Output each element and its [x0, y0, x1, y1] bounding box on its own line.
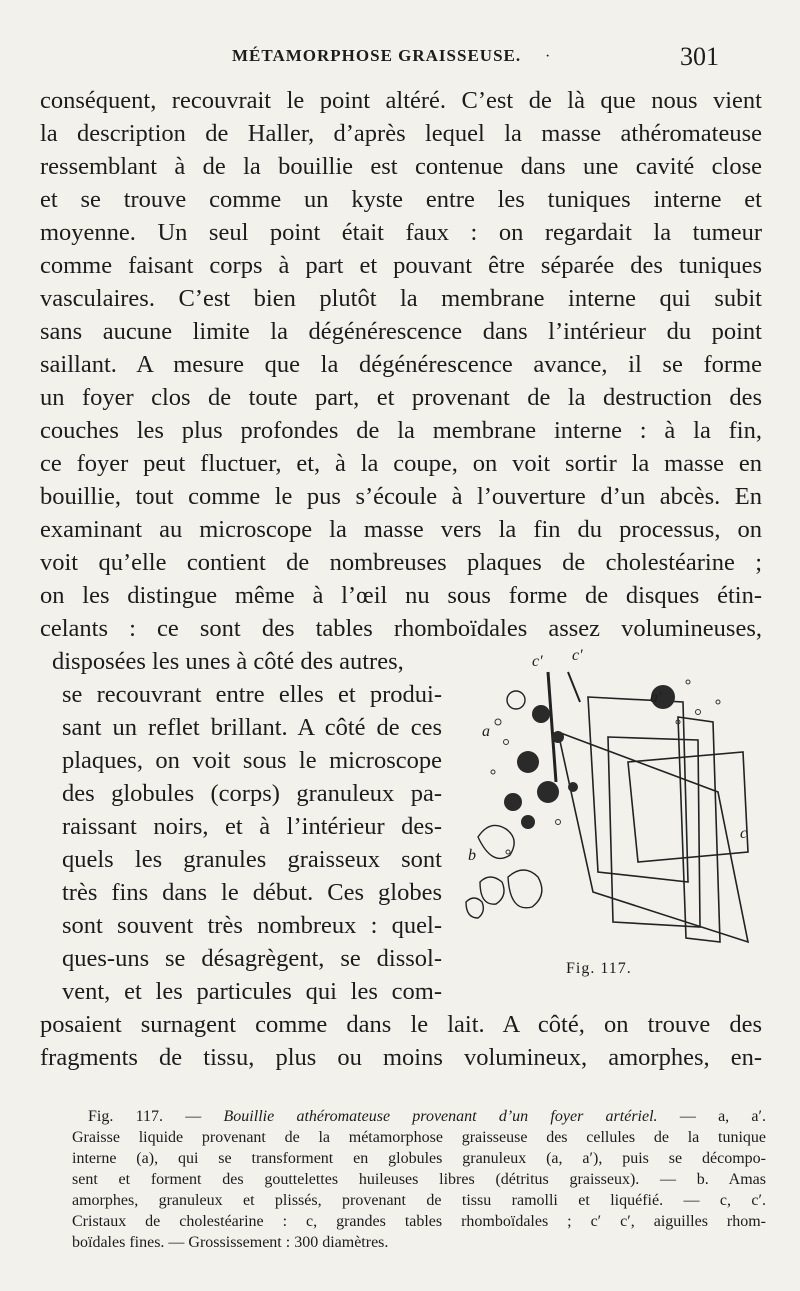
caption-lead-tail: — a, a′.: [679, 1108, 767, 1125]
body-line: la description de Haller, d’après lequel la masse athéromateuse: [40, 120, 762, 147]
figure-117: [448, 642, 778, 982]
body-line: celants : ce sont des tables rhomboïdales assez volumineuses,: [40, 615, 762, 642]
figure-117-illustration: [448, 642, 778, 962]
running-head: [0, 42, 800, 74]
figure-letter-c-prime: c′: [532, 653, 543, 670]
caption-line: Graisse liquide provenant de la métamorphose graisseuse des cellules de la tunique: [72, 1129, 766, 1146]
body-line: examinant au microscope la masse vers la fin du processus, on: [40, 516, 762, 543]
body-line: posaient surnagent comme dans le lait. A côté, on trouve des: [40, 1011, 762, 1038]
body-line-narrow: quels les granules graisseux sont: [62, 846, 442, 873]
body-line: comme faisant corps à part et pouvant être séparée des tuniques: [40, 252, 762, 279]
cholesterol-needle: [568, 672, 580, 702]
figure-letter-c-prime: c′: [572, 647, 583, 664]
body-line: vasculaires. C’est bien plutôt la membrane interne qui subit: [40, 285, 762, 312]
body-line: on les distingue même à l’œil nu sous forme de disques étin-: [40, 582, 762, 609]
caption-lead: Fig. 117. —: [88, 1108, 202, 1125]
caption-line: interne (a), qui se transforment en globules granuleux (a, a′), puis se décompo-: [72, 1150, 766, 1167]
figure-letter-a: a: [482, 723, 490, 740]
amorphous-masses: [466, 825, 542, 918]
figure-label: Fig. 117.: [566, 960, 632, 977]
cholesterol-table: [628, 752, 748, 862]
body-line-narrow: raissant noirs, et à l’intérieur des-: [62, 813, 442, 840]
caption-first-line: [88, 1106, 766, 1127]
body-line-narrow: sont souvent très nombreux : quel-: [62, 912, 442, 939]
body-line: moyenne. Un seul point était faux : on regardait la tumeur: [40, 219, 762, 246]
caption-line: Cristaux de cholestéarine : c, grandes tables rhomboïdales ; c′ c′, aiguilles rhom-: [72, 1213, 766, 1230]
page-number: 301: [680, 42, 719, 71]
body-line: sans aucune limite la dégénérescence dans l’intérieur du point: [40, 318, 762, 345]
granular-globules: [504, 685, 675, 829]
caption-line: boïdales fines. — Grossissement : 300 diamètres.: [72, 1234, 389, 1251]
body-line-narrow: ques-uns se désagrègent, se dissol-: [62, 945, 442, 972]
body-line: bouillie, tout comme le pus s’écoule à l’ouverture d’un abcès. En: [40, 483, 762, 510]
body-line-narrow: se recouvrant entre elles et produi-: [62, 681, 442, 708]
body-line: fragments de tissu, plus ou moins volumineux, amorphes, en-: [40, 1044, 762, 1071]
running-title: MÉTAMORPHOSE GRAISSEUSE.: [232, 46, 522, 65]
body-line: voit qu’elle contient de nombreuses plaques de cholestéarine ;: [40, 549, 762, 576]
cholesterol-needle: [548, 672, 556, 782]
body-line-narrow: sant un reflet brillant. A côté de ces: [62, 714, 442, 741]
figure-letter-c: c: [740, 825, 748, 842]
body-line: et se trouve comme un kyste entre les tuniques interne et: [40, 186, 762, 213]
body-line: couches les plus profondes de la membrane interne : à la fin,: [40, 417, 762, 444]
caption-title: Bouillie athéromateuse provenant d’un foyer artériel.: [223, 1108, 658, 1125]
body-line-narrow: très fins dans le début. Ces globes: [62, 879, 442, 906]
body-line-narrow: des globules (corps) granuleux pa-: [62, 780, 442, 807]
figure-letter-a-prime: a′: [650, 689, 662, 706]
header-dot: ·: [545, 48, 551, 65]
body-line: un foyer clos de toute part, et provenant de la destruction des: [40, 384, 762, 411]
body-line: conséquent, recouvrait le point altéré. C’est de là que nous vient: [40, 87, 762, 114]
body-line: saillant. A mesure que la dégénérescence avance, il se forme: [40, 351, 762, 378]
body-line: ce foyer peut fluctuer, et, à la coupe, on voit sortir la masse en: [40, 450, 762, 477]
figure-letter-b: b: [468, 847, 476, 864]
body-line: ressemblant à de la bouillie est contenue dans une cavité close: [40, 153, 762, 180]
body-line-narrow: vent, et les particules qui les com-: [62, 978, 442, 1005]
body-line-narrow: disposées les unes à côté des autres,: [52, 648, 404, 675]
body-line-narrow: plaques, on voit sous le microscope: [62, 747, 442, 774]
caption-line: sent et forment des gouttelettes huileuses libres (détritus graisseux). — b. Amas: [72, 1171, 766, 1188]
caption-line: amorphes, granuleux et plissés, provenant de tissu ramolli et liquéfié. — c, c′.: [72, 1192, 766, 1209]
